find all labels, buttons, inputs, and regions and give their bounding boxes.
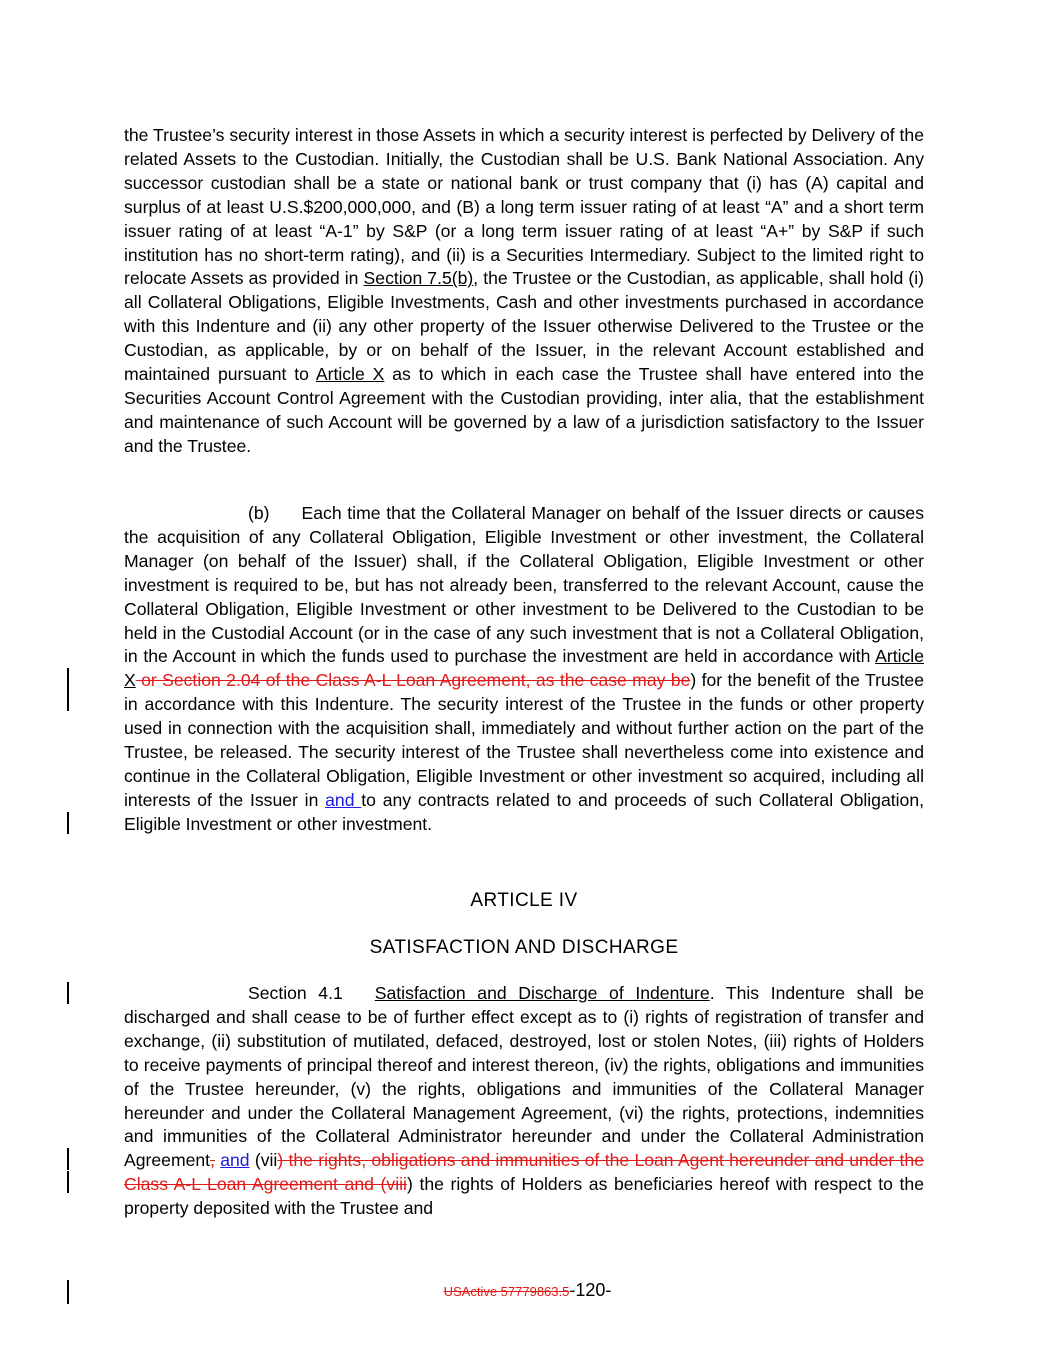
paragraph-b-label: (b) <box>248 503 270 523</box>
paragraph-b-text-3: to any contracts related to and proceeds of such Collateral Obligation, Eligible Investment or other investment. <box>124 789 924 834</box>
change-bar <box>67 1171 69 1193</box>
change-bar <box>67 1148 69 1170</box>
change-bar <box>67 982 69 1004</box>
change-bar <box>67 812 69 834</box>
deleted-text: or Section 2.04 of the Class A-L Loan Agreement, as the case may be <box>135 670 691 691</box>
paragraph-a-text-3: as to which in each case the Trustee shall have entered into the Securities Account Control Agreement with the Custodian providing, inter alia, that the establishment and maintenance of such Account will be governed by a law of a jurisdiction satisfactory to the Issuer and the Trustee. <box>124 364 924 456</box>
paragraph-a <box>124 124 924 459</box>
section-text-3: ) the rights of Holders as beneficiaries hereof with respect to the property deposited with the Trustee and <box>124 1174 925 1219</box>
paragraph-a-text: the Trustee’s security interest in those Assets in which a security interest is perfected by Delivery of the related Assets to the Custodian. Initially, the Custodian shall be U.S. Bank National Association. Any successor custodian shall be a state or national bank or trust company that (i) has (A) capital and surplus of at least U.S.$200,000,000, and (B) a long term issuer rating of at least “A” and a short term issuer rating of at least “A-1” by S&P (or a long term issuer rating of at least “A+” by S&P if such institution has no short-term rating), and (ii) is a Securities Intermediary. Subject to the limited right to relocate Assets as provided in <box>124 125 924 289</box>
paragraph-a-text-2: , the Trustee or the Custodian, as applicable, shall hold (i) all Collateral Obligations, Eligible Investments, Cash and other investments purchased in accordance with this Indenture and (ii) any other property of the Issuer otherwise Delivered to the Trustee or the Custodian, as applicable, by or on behalf of the Issuer, in the relevant Account established and maintained pursuant to <box>124 268 924 385</box>
deleted-text: , <box>210 1150 215 1171</box>
deleted-text: ) the rights, obligations and immunities of the Loan Agent hereunder and under the Class A-L Loan Agreement and (viii <box>124 1150 924 1195</box>
paragraph-b-text-2: ) for the benefit of the Trustee in accordance with this Indenture. The security interest of the Trustee in the funds or other property used in connection with the acquisition shall, immediately and without further action on the part of the Trustee, be released. The security interest of the Trustee shall nevertheless come into existence and continue in the Collateral Obligation, Eligible Investment or other investment so acquired, including all interests of the Issuer in <box>124 670 924 810</box>
page-number: -120- <box>569 1280 612 1300</box>
change-bar <box>67 668 69 690</box>
paragraph-b-text: Each time that the Collateral Manager on behalf of the Issuer directs or causes the acquisition of any Collateral Obligation, Eligible Investment or other investment, the Collateral Manager (on behalf of the Issuer) shall, if the Collateral Obligation, Eligible Investment or other investment is required to be, but has not already been, transferred to the relevant Account, cause the Collateral Obligation, Eligible Investment or other investment to be Delivered to the Custodian to be held in the Custodial Account (or in the case of any such investment that is not a Collateral Obligation, in the Account in which the funds used to purchase the investment are held in accordance with <box>124 503 924 667</box>
section-4-1 <box>124 982 924 1221</box>
article-reference: Article X <box>315 364 385 385</box>
inserted-text: and <box>220 1150 250 1171</box>
paragraph-b <box>124 502 924 837</box>
change-bar <box>67 690 69 711</box>
section-heading: Satisfaction and Discharge of Indenture <box>374 983 710 1003</box>
inserted-text: and <box>325 789 362 810</box>
article-subtitle: SATISFACTION AND DISCHARGE <box>369 937 679 958</box>
article-title: ARTICLE IV <box>470 890 578 911</box>
page-footer <box>0 1280 1055 1301</box>
article-reference: Article X <box>124 646 924 691</box>
section-reference: Section 7.5(b) <box>363 268 474 289</box>
section-number: Section 4.1 <box>248 983 343 1003</box>
section-text-2: (vii <box>249 1150 278 1171</box>
document-id: USActive 57779863.5 <box>443 1284 570 1299</box>
section-text: . This Indenture shall be discharged and shall cease to be of further effect except as to (i) rights of registration of transfer and exchange, (ii) substitution of mutilated, defaced, destroyed, lost or stolen Notes, (iii) rights of Holders to receive payments of principal thereof and interest thereon, (iv) the rights, obligations and immunities of the Trustee hereunder, (v) the rights, obligations and immunities of the Collateral Manager hereunder and under the Collateral Management Agreement, (vi) the rights, protections, indemnities and immunities of the Collateral Administrator hereunder and under the Collateral Administration Agreement <box>124 983 924 1171</box>
